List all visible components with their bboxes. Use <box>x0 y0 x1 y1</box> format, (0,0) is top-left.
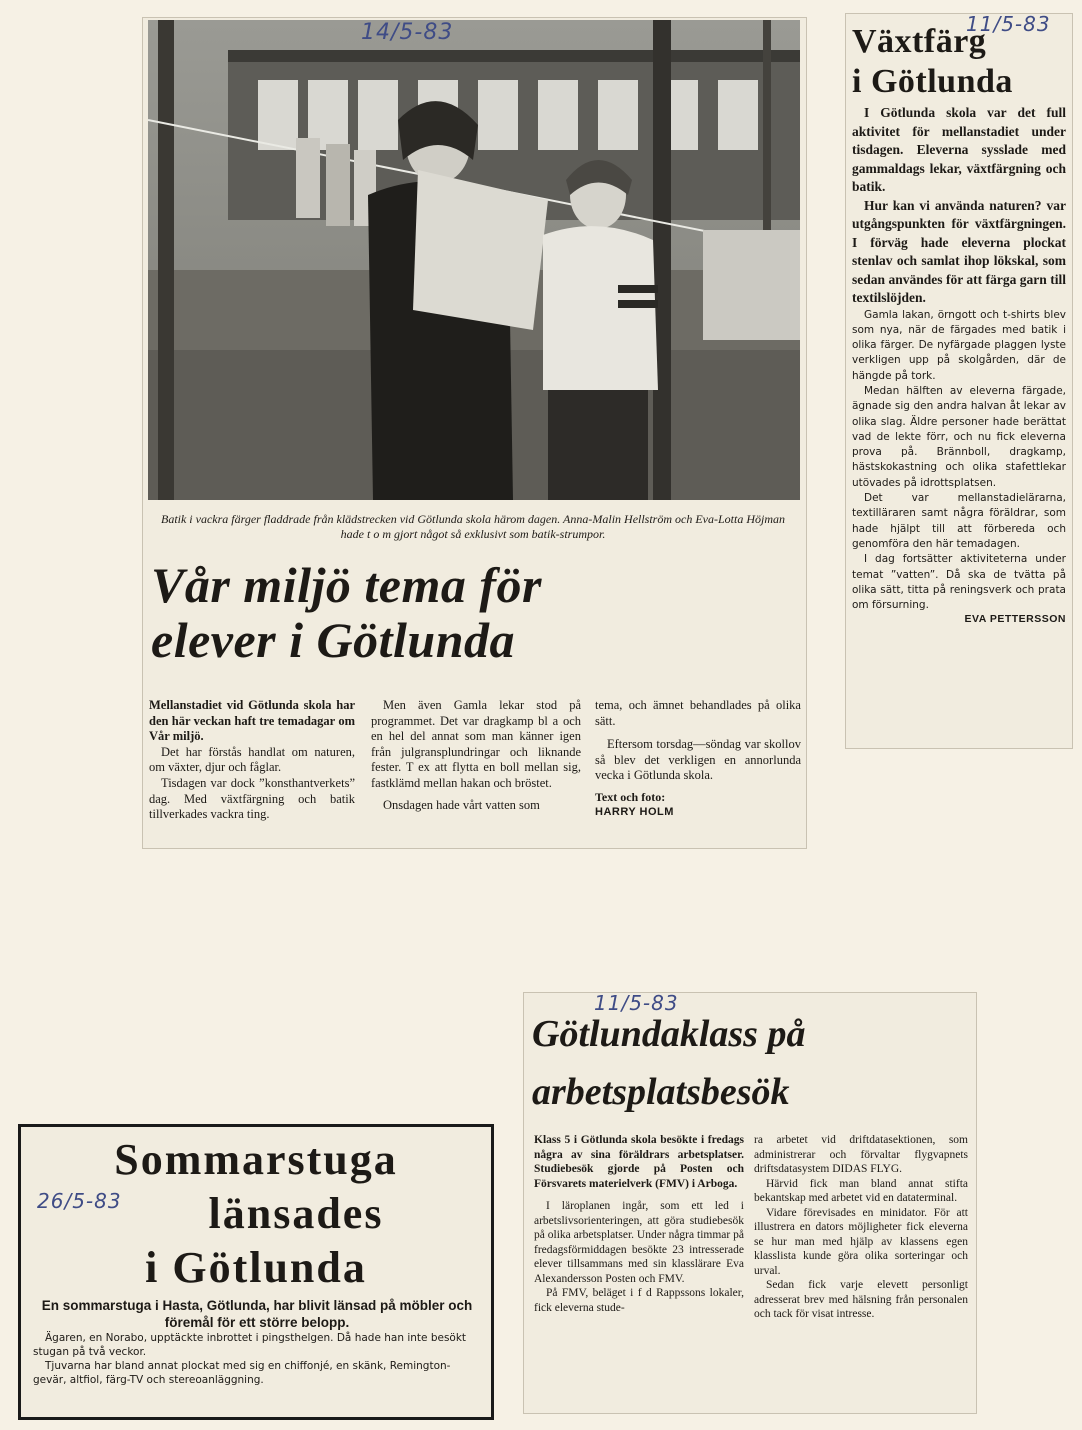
photo-batik-clothesline <box>148 20 800 500</box>
lead-paragraph: Mellanstadiet vid Götlunda skola har den här veckan haft tre temadagar om Vår miljö. <box>149 698 355 744</box>
paragraph: Tisdagen var dock ”konsthantverkets” dag. Med växtfärgning och batik tillverkades vackra ting. <box>149 775 355 822</box>
headline-line-1: Sommarstuga <box>114 1135 398 1184</box>
headline-line-1: Vår miljö tema för <box>151 557 542 613</box>
paragraph: I dag fortsätter aktiviteterna under temat ”vatten”. Då ska de tvätta på olika sätt, titta på reningsverk och prata om försurning. <box>852 553 1066 612</box>
byline: EVA PETTERSSON <box>964 613 1066 626</box>
handwritten-date: 11/5-83 <box>966 14 1051 36</box>
credit-label: Text och foto: <box>595 789 666 804</box>
paragraph: tema, och ämnet behandlades på olika sätt. <box>595 698 801 728</box>
handwritten-date: 26/5-83 <box>37 1189 122 1213</box>
photo-caption: Batik i vackra färger fladdrade från klädstrecken vid Götlunda skola härom dagen. Anna-Malin Hellström och Eva-Lotta Höjman hade t o m gjort något så exklusivt som batik-strumpor. <box>160 512 786 541</box>
paragraph: Sedan fick varje elevett personligt adresserat brev med hälsning från personalen och tack för visat intresse. <box>754 1279 968 1320</box>
headline-line-1: Götlundaklass på <box>532 1013 806 1055</box>
lead-paragraph: Klass 5 i Götlunda skola besökte i fredags några av sina föräldrars arbetsplatser. Studiebesök gjorde på Posten och Försvarets materielverk (FMV) i Arboga. <box>534 1134 744 1190</box>
paragraph: ra arbetet vid driftdatasektionen, som administrerar och förvaltar flygvapnets driftsdatasystem DIDAS FLYG. <box>754 1134 968 1175</box>
headline-line-2: i Götlunda <box>852 63 1013 100</box>
paragraph: I läroplanen ingår, som ett led i arbetslivsorienteringen, att göra studiebesök på olika arbetsplatser. Under några timmar på fredagsförmiddagen besökte 23 intresserade elever tillsammans med sin klasslärare Eva Alexandersson Posten och FMV. <box>534 1200 744 1285</box>
headline <box>852 22 1068 102</box>
paragraph: Gamla lakan, örngott och t-shirts blev som nya, när de färgades med batik i olika färger. De nyfärgade plaggen lyste verkligen upp på skolgården, där de hängde på tork. <box>852 308 1066 382</box>
article-body <box>33 1297 481 1387</box>
article-vaar-miljoe <box>143 18 806 848</box>
handwritten-date: 11/5-83 <box>594 993 679 1015</box>
paragraph: Medan hälften av eleverna färgade, ägnade sig den andra halvan åt lekar av olika slag. Äldre personer hade berättat vad de lekte förr, och nu fick eleverna prova på. Brännboll, dragkamp, hästskokastning och olika stafettlekar utövades på idrottsplatsen. <box>852 384 1066 489</box>
paragraph: Härvid fick man bland annat stifta bekantskap med arbetet vid en dataterminal. <box>754 1177 968 1204</box>
paragraph: Vidare förevisades en minidator. För att illustrera en dators möjligheter fick eleverna se hur man med hjälp av klassens egen klasslista kunde göra olika sorteringar och urval. <box>754 1206 968 1277</box>
article-vaextfaerg <box>846 14 1072 748</box>
headline-line-2: elever i Götlunda <box>151 612 516 668</box>
paragraph: Men även Gamla lekar stod på programmet. Det var dragkamp bl a och en hel del annat som man känner igen från julgransplundringar och liknande fester. T ex att flytta en boll mellan sig, fastklämd mellan hakan och bröstet. <box>371 698 581 790</box>
credit <box>595 790 801 820</box>
article-sommarstuga <box>18 1124 494 1420</box>
lead-paragraph: I Götlunda skola var det full aktivitet för mellanstadiet under tisdagen. Eleverna sysslade med gammaldags lekar, växtfärgning och batik. <box>852 105 1066 194</box>
column-2 <box>754 1133 968 1322</box>
headline-line-2: länsades <box>208 1189 384 1238</box>
paragraph: Det har förstås handlat om naturen, om växter, djur och fåglar. <box>149 744 355 775</box>
article-arbetsplatsbesoek <box>524 993 976 1413</box>
paragraph: Det var mellanstadielärarna, textilläraren samt några föräldrar, som hade hjälpt till att förbereda och genomföra den här temadagen. <box>852 492 1066 550</box>
paragraph: Eftersom torsdag—söndag var skollov så blev det verkligen en annorlunda vecka i Götlunda skola. <box>595 737 801 783</box>
lead-paragraph: Hur kan vi använda naturen? var utgångspunkten för växtfärgningen. I förväg hade eleverna plockat stenlav och samlat ihop lökskal, som sedan användes för att färga garn till textilslöjden. <box>852 197 1066 305</box>
headline <box>29 1133 483 1295</box>
article-body <box>852 104 1066 625</box>
credit-name: HARRY HOLM <box>595 805 674 818</box>
paragraph: Ägaren, en Norabo, upptäckte inbrottet i pingsthelgen. Då hade han inte besökt stugan på två veckor. <box>33 1332 467 1358</box>
column-1 <box>149 698 355 823</box>
headline-line-2: arbetsplatsbesök <box>532 1071 790 1113</box>
paragraph: Tjuvarna har bland annat plockat med sig en chiffonjé, en skänk, Remington-gevär, altfiol, färg-TV och stereoanläggning. <box>33 1360 451 1386</box>
paragraph: På FMV, beläget i f d Rappssons lokaler, fick eleverna stude- <box>534 1287 744 1314</box>
column-1 <box>534 1133 744 1315</box>
paragraph: Onsdagen hade vårt vatten som <box>383 797 540 812</box>
headline <box>532 1005 972 1121</box>
lead-paragraph: En sommarstuga i Hasta, Götlunda, har blivit länsad på möbler och föremål för ett större belopp. <box>41 1298 473 1330</box>
headline <box>151 558 711 668</box>
headline-line-3: i Götlunda <box>145 1243 367 1292</box>
column-2 <box>371 698 581 813</box>
handwritten-date: 14/5-83 <box>361 20 454 45</box>
photo-illustration <box>148 20 800 500</box>
column-3 <box>595 698 801 820</box>
headline-line-1: Växtfärg <box>852 23 987 60</box>
